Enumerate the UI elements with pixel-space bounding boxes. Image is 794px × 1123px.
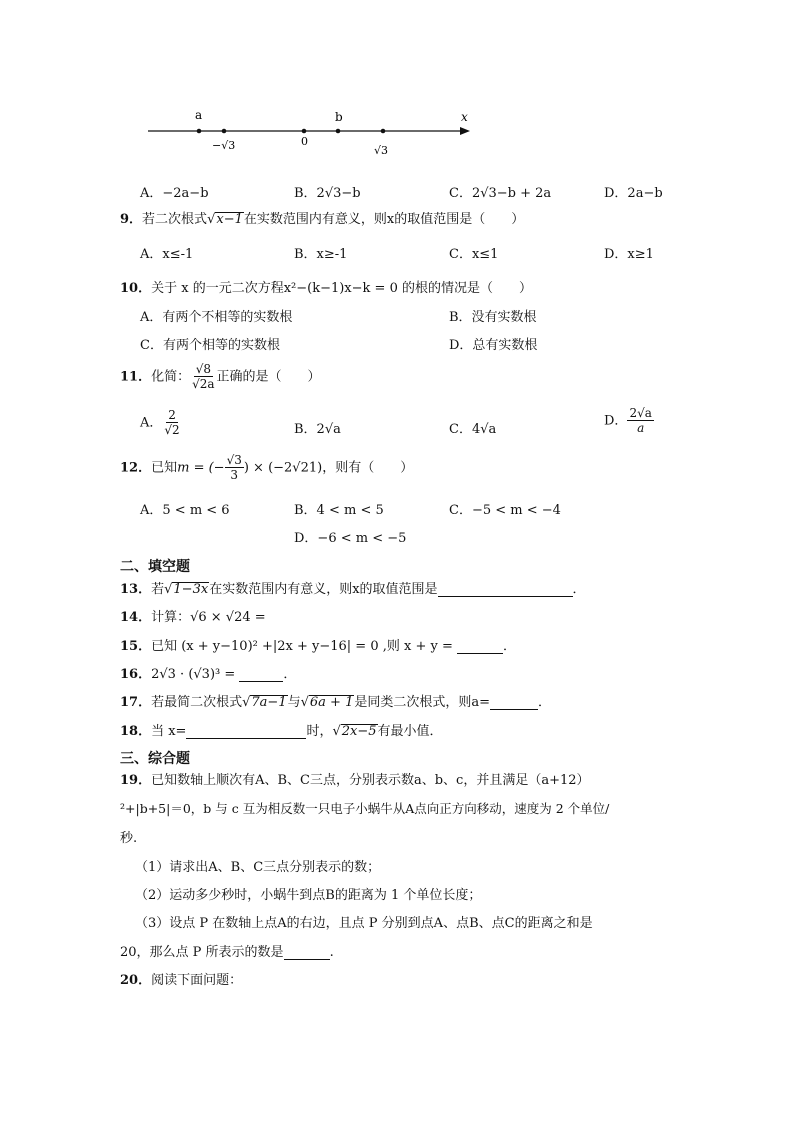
q19-answer-blank[interactable] bbox=[284, 945, 330, 960]
q18-text-before: 当 x= bbox=[151, 724, 187, 739]
q12-option-b[interactable]: B．4 < m < 5 bbox=[294, 503, 384, 518]
q19-number: 19． bbox=[120, 773, 152, 788]
point-b bbox=[336, 129, 341, 134]
q12-stem bbox=[120, 453, 413, 483]
label-b: b bbox=[335, 110, 343, 124]
q18-text-after: 有最小值． bbox=[377, 724, 443, 739]
q9-text-before: 若二次根式 bbox=[142, 212, 208, 227]
q17-text-after: 是同类二次根式，则a= bbox=[354, 695, 491, 710]
q9-radicand: x−1 bbox=[216, 212, 243, 227]
q8-option-d[interactable]: D．2a−b bbox=[604, 186, 663, 201]
q19-line1-text: 已知数轴上顺次有A、B、C三点，分别表示数a、b、c，并且满足（a+12） bbox=[151, 773, 590, 788]
q16-end: ． bbox=[283, 667, 297, 682]
q15-answer-blank[interactable] bbox=[457, 639, 503, 654]
q14-stem bbox=[120, 606, 266, 625]
q17-radicand-2: 6a + 1 bbox=[309, 695, 354, 710]
q19-line2: ²+|b+5|＝0，b 与 c 互为相反数一只电子小蜗牛从A点向正方向移动，速度为 2 个单位/ bbox=[120, 801, 610, 816]
section-comprehensive-title: 三、综合题 bbox=[120, 751, 190, 767]
q11-frac-den: √2a bbox=[192, 377, 215, 392]
q8-option-c[interactable]: C．2√3−b + 2a bbox=[449, 186, 552, 201]
q18-number: 18． bbox=[120, 724, 152, 739]
q9-stem bbox=[120, 208, 524, 227]
q12-fraction bbox=[225, 453, 244, 483]
q18-answer-blank[interactable] bbox=[186, 724, 306, 739]
q11-text-after: 正确的是（ ） bbox=[216, 369, 321, 385]
q11-text-before: 化简： bbox=[151, 369, 191, 385]
label-x: x bbox=[461, 110, 468, 124]
q19-line1 bbox=[120, 769, 590, 788]
q12-expr-end: ) × (−2√21) bbox=[243, 460, 323, 476]
q11-option-b[interactable]: B．2√a bbox=[294, 422, 341, 437]
q19-line3: 秒. bbox=[120, 831, 138, 846]
q13-text-after: 在实数范围内有意义，则x的取值范围是 bbox=[209, 582, 438, 597]
q11-opt-a-den: √2 bbox=[164, 423, 180, 438]
q11-number: 11． bbox=[120, 369, 152, 385]
q16-text: 2√3 · (√3)³ = bbox=[151, 667, 236, 682]
q11-frac-num: √8 bbox=[195, 362, 211, 376]
q18-radical: √2x−5 bbox=[332, 724, 377, 739]
tick-zero: 0 bbox=[301, 135, 308, 148]
q17-number: 17． bbox=[120, 695, 152, 710]
axis-arrow-icon bbox=[460, 127, 470, 135]
q17-mid: 与 bbox=[287, 695, 301, 710]
q8-option-a[interactable]: A．−2a−b bbox=[140, 186, 209, 201]
q17-answer-blank[interactable] bbox=[490, 695, 538, 710]
q18-stem bbox=[120, 720, 443, 739]
q14-number: 14． bbox=[120, 610, 152, 625]
q18-radicand: 2x−5 bbox=[341, 724, 377, 739]
q9-option-a[interactable]: A．x≤-1 bbox=[140, 247, 194, 262]
q12-expr-start: m = (− bbox=[177, 460, 225, 476]
q19-sub1: （1）请求出A、B、C三点分别表示的数； bbox=[135, 860, 381, 875]
q20-text: 阅读下面问题： bbox=[151, 973, 243, 988]
q12-frac-den: 3 bbox=[230, 468, 239, 483]
q17-text-before: 若最简二次根式 bbox=[151, 695, 243, 710]
q13-number: 13． bbox=[120, 582, 152, 597]
q18-mid: 时， bbox=[306, 724, 333, 739]
q12-option-c[interactable]: C．−5 < m < −4 bbox=[449, 503, 561, 518]
tick-neg-sqrt3: −√3 bbox=[212, 139, 236, 152]
q19-sub3b bbox=[120, 941, 334, 960]
q11-stem bbox=[120, 362, 321, 392]
q19-sub3b-text: 20，那么点 P 所表示的数是 bbox=[120, 945, 284, 960]
q10-option-a[interactable]: A．有两个不相等的实数根 bbox=[140, 310, 293, 325]
q13-answer-blank[interactable] bbox=[438, 582, 573, 597]
q11-option-d-fraction bbox=[627, 406, 653, 436]
q15-stem bbox=[120, 635, 516, 654]
q11-opt-a-num: 2 bbox=[168, 408, 176, 422]
section-fill-in-title: 二、填空题 bbox=[120, 559, 190, 575]
q11-opt-d-num: 2√a bbox=[629, 406, 652, 420]
q13-stem bbox=[120, 578, 586, 597]
q17-end: ． bbox=[538, 695, 552, 710]
q12-option-a[interactable]: A．5 < m < 6 bbox=[140, 503, 230, 518]
q19-sub2: （2）运动多少秒时，小蜗牛到点B的距离为 1 个单位长度； bbox=[135, 888, 482, 903]
q14-text: 计算：√6 × √24 = bbox=[151, 610, 266, 625]
q12-number: 12． bbox=[120, 460, 152, 476]
q13-radicand: 1−3x bbox=[173, 582, 209, 597]
q9-number: 9． bbox=[120, 212, 143, 227]
q13-text-before: 若 bbox=[151, 582, 165, 597]
q9-option-c[interactable]: C．x≤1 bbox=[449, 247, 499, 262]
q11-opt-d-den: a bbox=[637, 421, 645, 436]
q11-option-d[interactable] bbox=[604, 406, 654, 436]
q11-option-a-label: A． bbox=[140, 415, 163, 431]
q15-text: 已知 (x + y−10)² +|2x + y−16| = 0 ,则 x + y = bbox=[151, 639, 453, 654]
q20-stem bbox=[120, 969, 242, 988]
q9-text-after: 在实数范围内有意义，则x的取值范围是（ ） bbox=[243, 212, 525, 227]
q16-answer-blank[interactable] bbox=[239, 667, 283, 682]
point-neg-sqrt3 bbox=[222, 129, 227, 134]
q11-option-a[interactable] bbox=[140, 408, 182, 438]
q11-option-c[interactable]: C．4√a bbox=[449, 422, 497, 437]
q13-end: ． bbox=[572, 582, 586, 597]
q10-text: 关于 x 的一元二次方程x²−(k−1)x−k = 0 的根的情况是（ ） bbox=[151, 281, 532, 296]
q12-frac-num: √3 bbox=[226, 453, 242, 467]
q15-number: 15． bbox=[120, 639, 152, 654]
q12-text-before: 已知 bbox=[151, 460, 178, 476]
q10-number: 10． bbox=[120, 281, 152, 296]
q11-option-a-fraction bbox=[162, 408, 181, 438]
q11-fraction bbox=[190, 362, 216, 392]
point-sqrt3 bbox=[381, 129, 386, 134]
label-a: a bbox=[195, 108, 203, 122]
number-line-figure bbox=[140, 105, 480, 160]
q17-radicand-1: 7a−1 bbox=[251, 695, 287, 710]
point-zero bbox=[302, 129, 307, 134]
q16-number: 16． bbox=[120, 667, 152, 682]
q17-radical-1: √7a−1 bbox=[242, 695, 287, 710]
q20-number: 20． bbox=[120, 973, 152, 988]
q11-option-d-label: D． bbox=[604, 413, 628, 429]
q12-option-d[interactable]: D．−6 < m < −5 bbox=[294, 531, 407, 546]
q10-option-d[interactable]: D．总有实数根 bbox=[449, 338, 538, 353]
q10-option-c[interactable]: C．有两个相等的实数根 bbox=[140, 338, 280, 353]
q10-stem bbox=[120, 277, 532, 296]
q17-stem bbox=[120, 691, 551, 710]
q10-option-b[interactable]: B．没有实数根 bbox=[449, 310, 537, 325]
q19-sub3b-end: . bbox=[329, 945, 334, 960]
q19-sub3a: （3）设点 P 在数轴上点A的右边，且点 P 分别到点A、点B、点C的距离之和是 bbox=[135, 916, 593, 931]
q15-end: ． bbox=[503, 639, 517, 654]
q12-text-after: ，则有（ ） bbox=[322, 460, 414, 476]
q9-option-d[interactable]: D．x≥1 bbox=[604, 247, 654, 262]
q8-option-b[interactable]: B．2√3−b bbox=[294, 186, 361, 201]
q17-radical-2: √6a + 1 bbox=[300, 695, 354, 710]
q9-option-b[interactable]: B．x≥-1 bbox=[294, 247, 348, 262]
q16-stem bbox=[120, 663, 296, 682]
q13-radical: √1−3x bbox=[164, 582, 209, 597]
tick-sqrt3: √3 bbox=[374, 144, 389, 157]
point-a bbox=[197, 129, 202, 134]
q9-radical: √x−1 bbox=[207, 212, 243, 227]
